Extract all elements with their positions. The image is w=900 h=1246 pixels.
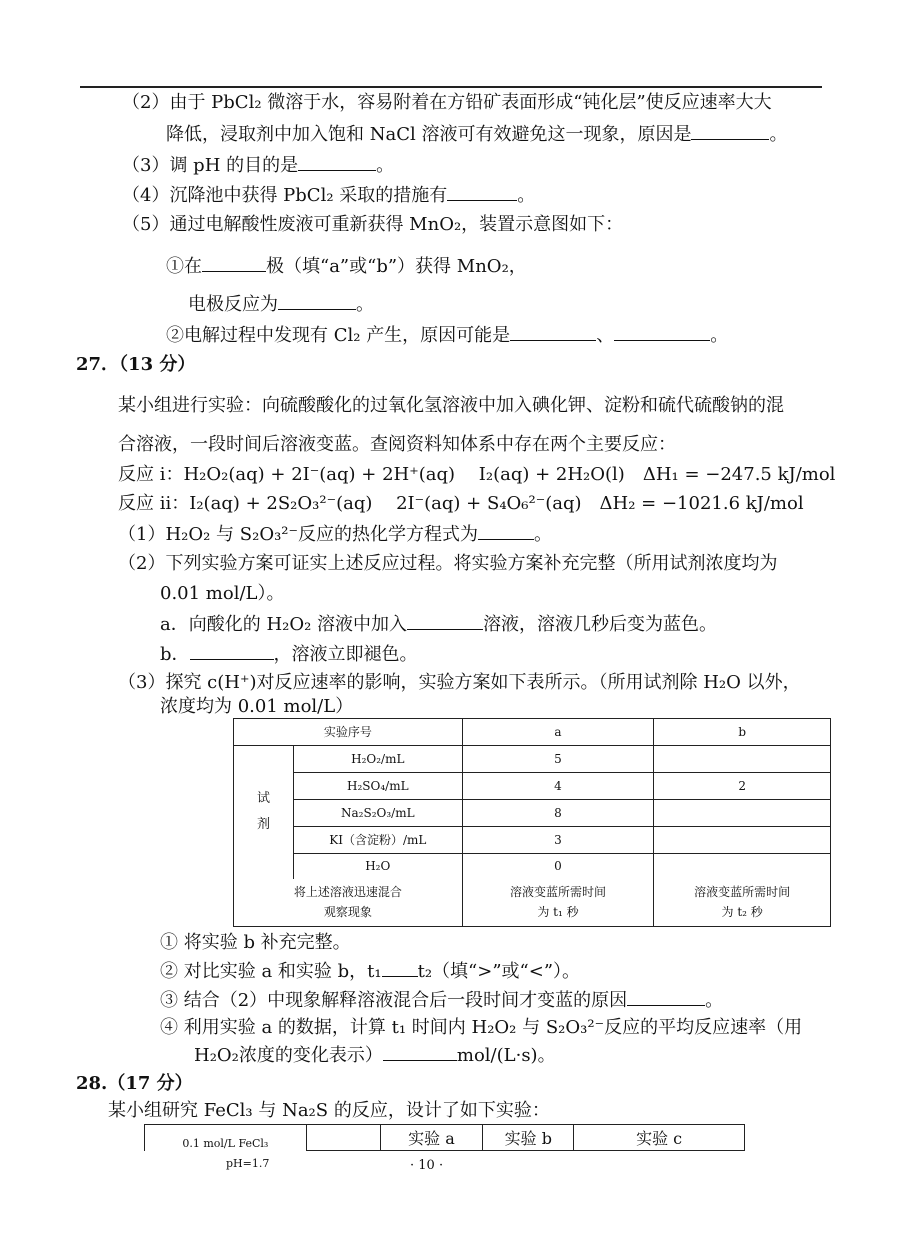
period: 。 [769, 124, 788, 145]
q26-part5-electrode [188, 291, 374, 318]
q27-part2-a-text2: 溶液，溶液几秒后变为蓝色。 [483, 614, 718, 635]
q28-heading: 28.（17 分） [76, 1073, 193, 1094]
q28-table [144, 1124, 745, 1151]
q26-part5-sub1 [166, 253, 527, 280]
q28-reagent-cell [145, 1125, 307, 1151]
reaction-i: 反应 i：H₂O₂(aq) + 2I⁻(aq) + 2H⁺(aq) I₂(aq) + 2H₂O(l) ΔH₁ = −247.5 kJ/mol [118, 464, 836, 485]
answer-blank [407, 611, 483, 630]
q26-part5-sub1-a: ①在 [166, 256, 202, 277]
answer-blank [510, 322, 596, 341]
answer-blank [614, 322, 710, 341]
answer-blank [383, 1042, 457, 1061]
q27-part2-b-text2: ，溶液立即褪色。 [273, 644, 418, 665]
q26-part3 [122, 152, 394, 179]
answer-blank [382, 958, 418, 977]
answer-blank [627, 987, 705, 1006]
q27-part2-a-text1: a．向酸化的 H₂O₂ 溶液中加入 [160, 614, 408, 635]
table-row-name: H₂O₂/mL [293, 746, 462, 773]
answer-blank [478, 521, 534, 540]
q27-item4-text2: mol/(L·s)。 [456, 1045, 556, 1066]
q27-part2-line2: 0.01 mol/L）。 [160, 583, 285, 604]
table-cell-a: 0 [462, 854, 654, 879]
q27-part1 [118, 521, 552, 548]
q27-part2-a [160, 611, 717, 638]
q28-intro: 某小组研究 FeCl₃ 与 Na₂S 的反应，设计了如下实验： [108, 1100, 550, 1121]
q27-item2-text1: ② 对比实验 a 和实验 b，t₁ [160, 961, 382, 982]
result-a-line2: 为 t₁ 秒 [537, 905, 579, 920]
period: 。 [710, 325, 729, 346]
answer-blank [298, 152, 376, 171]
period: 。 [534, 524, 553, 545]
table-row-name: H₂O [293, 854, 462, 879]
period: 。 [517, 185, 536, 206]
period: 。 [376, 155, 395, 176]
result-a [462, 879, 654, 927]
q27-part3-line1: （3）探究 c(H⁺)对反应速率的影响，实验方案如下表所示。（所用试剂除 H₂O 以外， [118, 672, 801, 693]
q26-part5-sub2 [166, 322, 728, 349]
q28-exp-a: 实验 a [380, 1125, 483, 1151]
table-row-name: KI（含淀粉）/mL [293, 827, 462, 854]
q26-part2-line1: （2）由于 PbCl₂ 微溶于水，容易附着在方铅矿表面形成“钝化层”使反应速率大大 [122, 92, 772, 113]
q26-part5: （5）通过电解酸性废液可重新获得 MnO₂，装置示意图如下： [122, 214, 624, 235]
table-cell-a: 8 [462, 800, 654, 827]
reagent-label-1: 试 [256, 791, 270, 807]
period: 。 [356, 294, 374, 315]
q28-reagent: 0.1 mol/L FeCl₃ [182, 1137, 269, 1151]
page-number: · 10 · [410, 1158, 444, 1173]
table-header-a: a [462, 719, 654, 746]
table-cell-a: 5 [462, 746, 654, 773]
top-rule [80, 86, 822, 88]
result-b-line2: 为 t₂ 秒 [721, 905, 763, 920]
q27-item1: ① 将实验 b 补充完整。 [160, 932, 351, 953]
q28-exp-c: 实验 c [574, 1125, 745, 1151]
observation-line2: 观察现象 [323, 905, 372, 920]
q27-part1-text: （1）H₂O₂ 与 S₂O₃²⁻反应的热化学方程式为 [118, 524, 479, 545]
table-cell-b: 2 [654, 773, 831, 800]
reaction-ii: 反应 ii：I₂(aq) + 2S₂O₃²⁻(aq) 2I⁻(aq) + S₄O₆²⁻(aq) ΔH₂ = −1021.6 kJ/mol [118, 493, 804, 514]
q27-intro-line1: 某小组进行实验：向硫酸酸化的过氧化氢溶液中加入碘化钾、淀粉和硫代硫酸钠的混 [118, 395, 784, 416]
table-header-id: 实验序号 [234, 719, 463, 746]
result-b-line1: 溶液变蓝所需时间 [694, 885, 791, 900]
q26-part2-line2 [166, 121, 787, 148]
table-cell-a: 3 [462, 827, 654, 854]
reagent-label [234, 746, 294, 879]
answer-blank [202, 253, 266, 272]
q27-item2 [160, 958, 580, 985]
table-header-b: b [654, 719, 831, 746]
comma: 、 [596, 325, 615, 346]
result-b [654, 879, 831, 927]
q27-item3-text: ③ 结合（2）中现象解释溶液混合后一段时间才变蓝的原因 [160, 990, 628, 1011]
q26-part5-sub1-b: 极（填“a”或“b”）获得 MnO₂， [266, 256, 527, 277]
period: 。 [705, 990, 724, 1011]
table-cell-a: 4 [462, 773, 654, 800]
answer-blank [691, 121, 769, 140]
q27-heading: 27．（13 分） [76, 354, 196, 375]
q28-exp-b: 实验 b [483, 1125, 574, 1151]
q28-ph: pH=1.7 [226, 1157, 270, 1170]
table-row-name: H₂SO₄/mL [293, 773, 462, 800]
table-cell-b [654, 746, 831, 773]
q27-part2-b-text1: b． [160, 644, 190, 665]
table-row-name: Na₂S₂O₃/mL [293, 800, 462, 827]
q28-empty-cell [306, 1125, 380, 1151]
q27-intro-line2: 合溶液，一段时间后溶液变蓝。查阅资料知体系中存在两个主要反应： [118, 434, 676, 455]
table-cell-b [654, 854, 831, 879]
reagent-label-2: 剂 [256, 817, 270, 833]
q26-part4-text: （4）沉降池中获得 PbCl₂ 采取的措施有 [122, 185, 448, 206]
q27-part2-b [160, 641, 418, 668]
q26-part5-sub2-text: ②电解过程中发现有 Cl₂ 产生，原因可能是 [166, 325, 511, 346]
experiment-table [233, 718, 831, 927]
q26-part5-electrode-text: 电极反应为 [188, 294, 278, 315]
q27-item4-text1: H₂O₂浓度的变化表示） [194, 1045, 383, 1066]
observation-line1: 将上述溶液迅速混合 [293, 885, 402, 900]
answer-blank [190, 641, 274, 660]
q27-item4-line1: ④ 利用实验 a 的数据，计算 t₁ 时间内 H₂O₂ 与 S₂O₃²⁻反应的平均反应速率（用 [160, 1017, 803, 1038]
answer-blank [447, 182, 517, 201]
q26-part4 [122, 182, 535, 209]
q27-item2-text2: t₂（填“>”或“<”）。 [417, 961, 581, 982]
q27-item4-line2 [194, 1042, 556, 1069]
q26-part3-text: （3）调 pH 的目的是 [122, 155, 299, 176]
q27-part2-line1: （2）下列实验方案可证实上述反应过程。将实验方案补充完整（所用试剂浓度均为 [118, 553, 778, 574]
result-a-line1: 溶液变蓝所需时间 [509, 885, 606, 900]
answer-blank [278, 291, 356, 310]
q27-part3-line2: 浓度均为 0.01 mol/L） [160, 696, 354, 717]
observation-label [234, 879, 463, 927]
table-cell-b [654, 800, 831, 827]
q27-item3 [160, 987, 723, 1014]
table-cell-b [654, 827, 831, 854]
q26-part2-text: 降低，浸取剂中加入饱和 NaCl 溶液可有效避免这一现象，原因是 [166, 124, 692, 145]
